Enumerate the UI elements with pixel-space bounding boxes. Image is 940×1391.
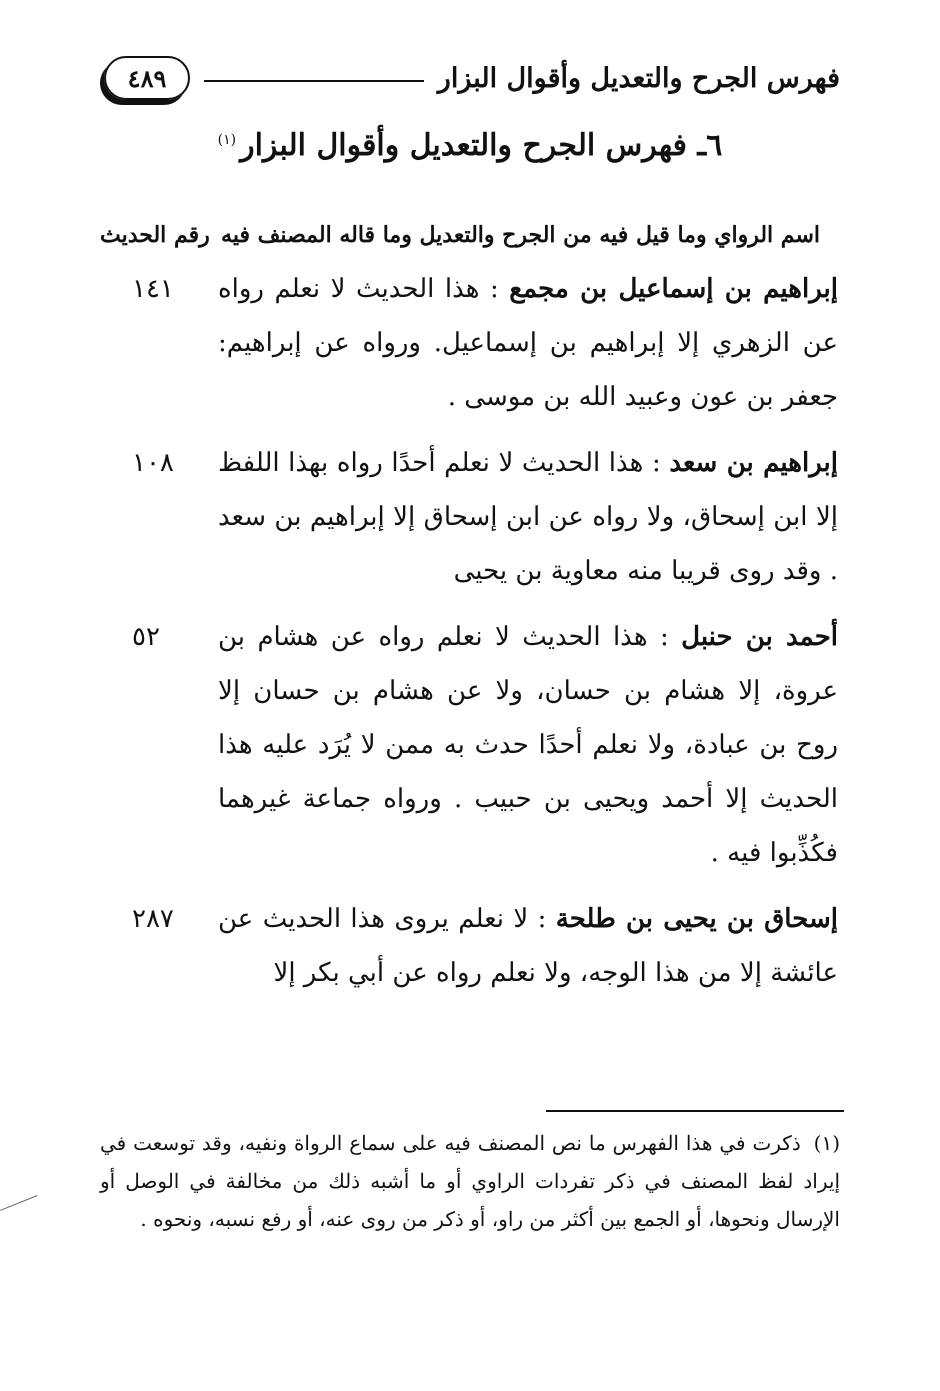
running-header	[100, 48, 840, 108]
entry-text: : لا نعلم يروى هذا الحديث عن عائشة إلا من هذا الوجه، ولا نعلم رواه عن أبي بكر إلا	[218, 904, 838, 988]
footnote	[100, 1124, 840, 1238]
page-number-badge: ٤٨٩	[104, 56, 190, 100]
section-title-text: ٦ـ فهرس الجرح والتعديل وأقوال البزار	[240, 128, 723, 163]
scan-artifact-line	[0, 1195, 37, 1211]
list-item	[100, 262, 840, 424]
hadith-number: ٥٢	[132, 622, 160, 652]
hadith-number: ٢٨٧	[132, 904, 174, 934]
footnote-divider	[546, 1110, 844, 1112]
column-heading-number: رقم الحديث	[100, 222, 210, 248]
header-rule	[204, 80, 424, 82]
narrator-name: إبراهيم بن إسماعيل بن مجمع	[509, 274, 838, 304]
entry-body	[218, 436, 838, 598]
narrator-name: إبراهيم بن سعد	[669, 448, 838, 478]
footnote-mark: (١)	[813, 1131, 841, 1155]
column-headings	[100, 222, 820, 248]
entry-text: : هذا الحديث لا نعلم رواه عن هشام بن عروة، إلا هشام بن حسان، ولا عن هشام بن حسان إلا روح بن عبادة، ولا نعلم أحدًا حدث به ممن لا يُرَد عليه هذا الحديث إلا أحمد ويحيى بن حبيب . ورواه جماعة غيرهما فكُذِّبوا فيه .	[218, 622, 838, 868]
entry-body	[218, 610, 838, 880]
entry-body	[218, 892, 838, 1000]
narrator-name: إسحاق بن يحيى بن طلحة	[555, 904, 839, 934]
running-title: فهرس الجرح والتعديل وأقوال البزار	[437, 62, 840, 94]
hadith-number: ١٤١	[132, 274, 174, 304]
hadith-number: ١٠٨	[132, 448, 174, 478]
narrator-name: أحمد بن حنبل	[681, 622, 838, 652]
section-title	[200, 128, 740, 163]
section-footnote-ref: (١)	[217, 132, 237, 148]
entries-list	[100, 262, 840, 1012]
entry-text: : هذا الحديث لا نعلم أحدًا رواه بهذا اللفظ إلا ابن إسحاق، ولا رواه عن ابن إسحاق إلا إبراهيم بن سعد . وقد روى قريبا منه معاوية بن يحيى	[218, 448, 838, 586]
list-item	[100, 436, 840, 598]
footnote-text: ذكرت في هذا الفهرس ما نص المصنف فيه على سماع الرواة ونفيه، وقد توسعت في إيراد لفظ المصنف في ذكر تفردات الراوي أو ما أشبه ذلك من مخالفة في الوصل أو الإرسال ونحوها، أو الجمع بين أكثر من راو، أو ذكر من روى عنه، أو رفع نسبه، ونحوه .	[100, 1131, 840, 1231]
entry-body	[218, 262, 838, 424]
entry-text: : هذا الحديث لا نعلم رواه عن الزهري إلا إبراهيم بن إسماعيل. ورواه عن إبراهيم: جعفر بن عون وعبيد الله بن موسى .	[218, 274, 838, 412]
list-item	[100, 610, 840, 880]
list-item	[100, 892, 840, 1000]
column-heading-name: اسم الرواي وما قيل فيه من الجرح والتعديل وما قاله المصنف فيه	[221, 222, 820, 248]
